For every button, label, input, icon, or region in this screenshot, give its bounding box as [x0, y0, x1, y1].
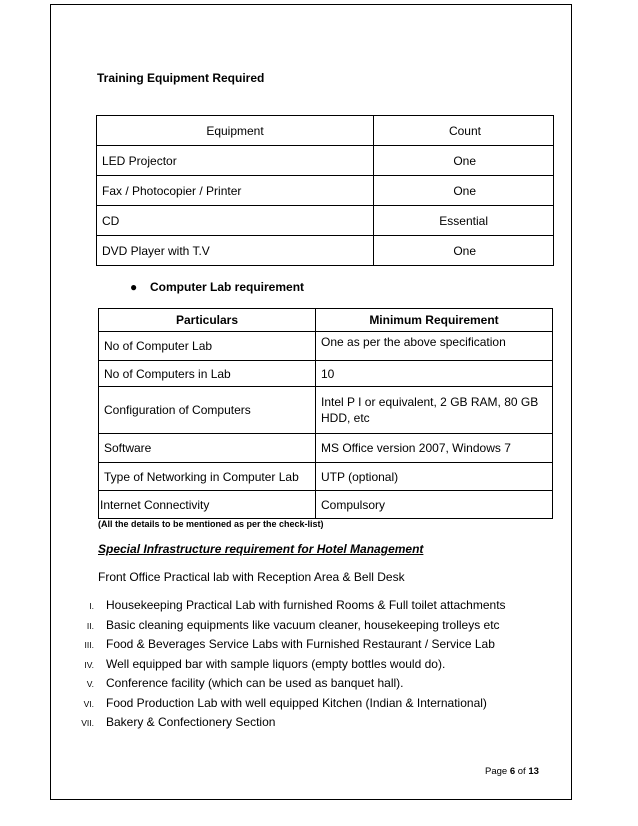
list-text: Food & Beverages Service Labs with Furnished Restaurant / Service Lab	[106, 637, 495, 651]
table-header-cell: Minimum Requirement	[316, 309, 553, 332]
table-header-row	[97, 116, 554, 146]
table-row	[99, 491, 553, 519]
list-number: VII.	[81, 718, 94, 728]
list-text: Bakery & Confectionery Section	[106, 715, 276, 729]
table-cell: Fax / Photocopier / Printer	[97, 176, 374, 206]
special-infrastructure-heading: Special Infrastructure requirement for Hotel Management	[98, 542, 424, 556]
table-cell: Type of Networking in Computer Lab	[99, 463, 316, 491]
table-cell: One	[374, 146, 554, 176]
footer-middle: of	[515, 766, 529, 777]
table-cell: CD	[97, 206, 374, 236]
section-heading: Training Equipment Required	[97, 71, 265, 85]
table-header-cell: Equipment	[97, 116, 374, 146]
table-cell: Software	[99, 434, 316, 463]
table-cell: Compulsory	[316, 491, 553, 519]
table-row	[97, 206, 554, 236]
table-row	[99, 361, 553, 387]
table-cell: MS Office version 2007, Windows 7	[316, 434, 553, 463]
front-office-line: Front Office Practical lab with Reception Area & Bell Desk	[98, 570, 405, 584]
total-pages-number: 13	[528, 766, 539, 777]
footer-prefix: Page	[485, 766, 510, 777]
list-text: Conference facility (which can be used as banquet hall).	[106, 676, 404, 690]
equipment-table	[96, 115, 554, 266]
table-row	[99, 332, 553, 361]
list-number: II.	[86, 620, 94, 631]
checklist-note: (All the details to be mentioned as per the check-list)	[98, 519, 324, 529]
table-header-cell: Particulars	[99, 309, 316, 332]
table-header-cell: Count	[374, 116, 554, 146]
list-number: IV.	[84, 659, 94, 670]
table-row	[99, 463, 553, 491]
list-number: I.	[89, 601, 94, 611]
current-page-number: 6	[509, 766, 516, 777]
list-text: Well equipped bar with sample liquors (empty bottles would do).	[106, 656, 446, 671]
page-footer	[485, 766, 539, 777]
table-row	[97, 146, 554, 176]
table-cell: One as per the above specification	[316, 332, 553, 361]
bullet-text: Computer Lab requirement	[150, 280, 305, 294]
table-cell: Essential	[374, 206, 554, 236]
bullet-icon: ●	[130, 280, 138, 294]
table-cell: UTP (optional)	[316, 463, 553, 491]
table-cell: One	[374, 176, 554, 206]
table-cell: One	[374, 236, 554, 266]
list-number: III.	[84, 640, 94, 650]
table-cell: LED Projector	[97, 146, 374, 176]
bullet-item	[130, 280, 304, 294]
table-row	[99, 434, 553, 463]
table-cell: Configuration of Computers	[99, 387, 316, 434]
list-text: Food Production Lab with well equipped Kitchen (Indian & International)	[106, 695, 487, 710]
list-number: VI.	[83, 698, 94, 709]
table-cell: DVD Player with T.V	[97, 236, 374, 266]
table-cell: No of Computer Lab	[99, 332, 316, 361]
table-row	[97, 236, 554, 266]
table-cell: No of Computers in Lab	[99, 361, 316, 387]
table-header-row	[99, 309, 553, 332]
table-row	[99, 387, 553, 434]
list-number: V.	[86, 679, 94, 689]
list-text: Basic cleaning equipments like vacuum cleaner, housekeeping trolleys etc	[106, 617, 500, 632]
table-cell: 10	[316, 361, 553, 387]
list-text: Housekeeping Practical Lab with furnished Rooms & Full toilet attachments	[106, 598, 506, 612]
table-cell: Internet Connectivity	[99, 491, 316, 519]
table-cell: Intel P I or equivalent, 2 GB RAM, 80 GB HDD, etc	[316, 387, 553, 434]
table-row	[97, 176, 554, 206]
computer-lab-table	[98, 308, 553, 519]
